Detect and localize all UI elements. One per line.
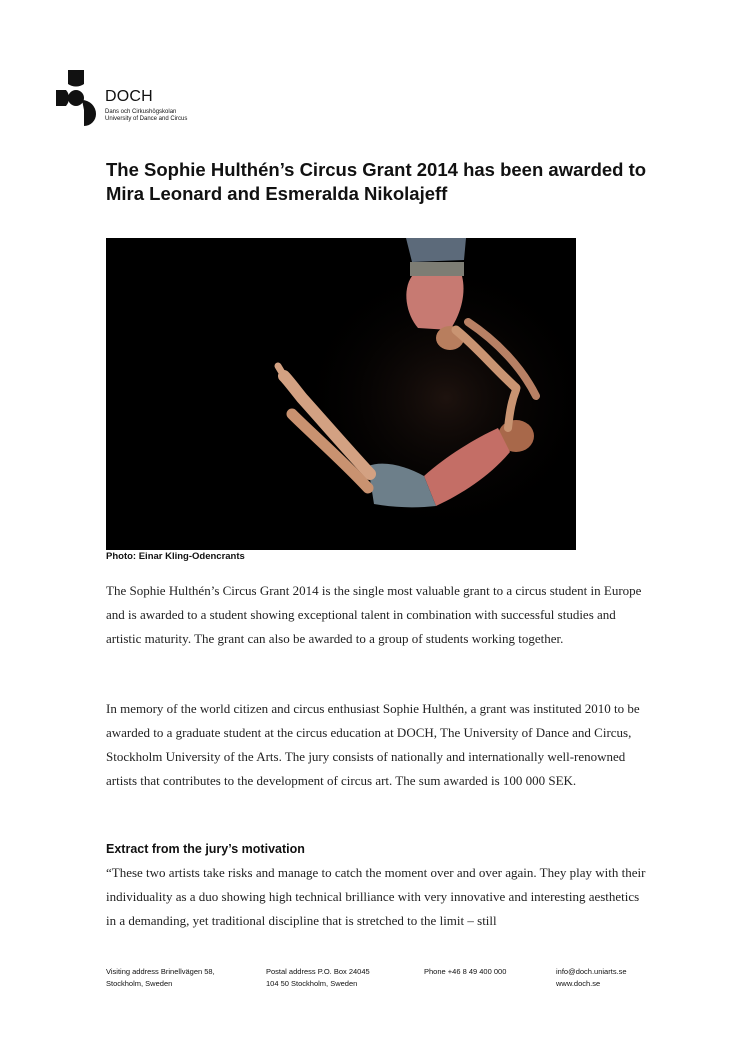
footer-postal-line-2: 104 50 Stockholm, Sweden [266, 979, 358, 988]
footer-visiting-address [106, 966, 215, 990]
brand-subtitle-line-2: University of Dance and Circus [105, 116, 188, 122]
footer-visiting-line-1: Visiting address Brinellvägen 58, [106, 967, 215, 976]
footer-visiting-line-2: Stockholm, Sweden [106, 979, 173, 988]
footer-phone: Phone +46 8 49 400 000 [424, 967, 507, 976]
paragraph-grant-intro: The Sophie Hulthén’s Circus Grant 2014 is the single most valuable grant to a circus student in Europe and is awarded to a student showing exceptional talent in combination with successful studies and artistic maturity. The grant can also be awarded to a group of students working together. [106, 583, 642, 646]
jury-quote: “These two artists take risks and manage to catch the moment over and over again. They play with their individuality as a duo showing high technical brilliance with very innovative and interesting aesthetics in a demanding, yet traditional discipline that is stretched to the limit – still [106, 865, 646, 928]
page-title: The Sophie Hulthén’s Circus Grant 2014 has been awarded to Mira Leonard and Esmeralda Nikolajeff [106, 159, 647, 204]
acrobat-illustration [106, 238, 576, 550]
jury-motivation-heading: Extract from the jury’s motivation [106, 842, 305, 856]
footer-postal-line-1: Postal address P.O. Box 24045 [266, 967, 370, 976]
footer-website: www.doch.se [556, 979, 601, 988]
paragraph-memory: In memory of the world citizen and circus enthusiast Sophie Hulthén, a grant was instituted 2010 to be awarded to a graduate student at the circus education at DOCH, The University of Dance and Circus, Stockholm University of the Arts. The jury consists of nationally and internationally well-renowned artists that contributes to the development of circus art. The sum awarded is 100 000 SEK. [106, 701, 640, 788]
brand-name: DOCH [105, 88, 153, 105]
footer-contact [556, 966, 627, 990]
brand-subtitle-line-1: Dans och Cirkushögskolan [105, 109, 177, 115]
brand-subtitle [105, 109, 187, 123]
brand-block [105, 88, 187, 123]
footer-email: info@doch.uniarts.se [556, 967, 627, 976]
photo-caption: Photo: Einar Kling-Odencrants [106, 551, 245, 562]
acrobat-photo [106, 238, 576, 550]
footer-postal-address [266, 966, 370, 990]
doch-logo [56, 70, 96, 126]
